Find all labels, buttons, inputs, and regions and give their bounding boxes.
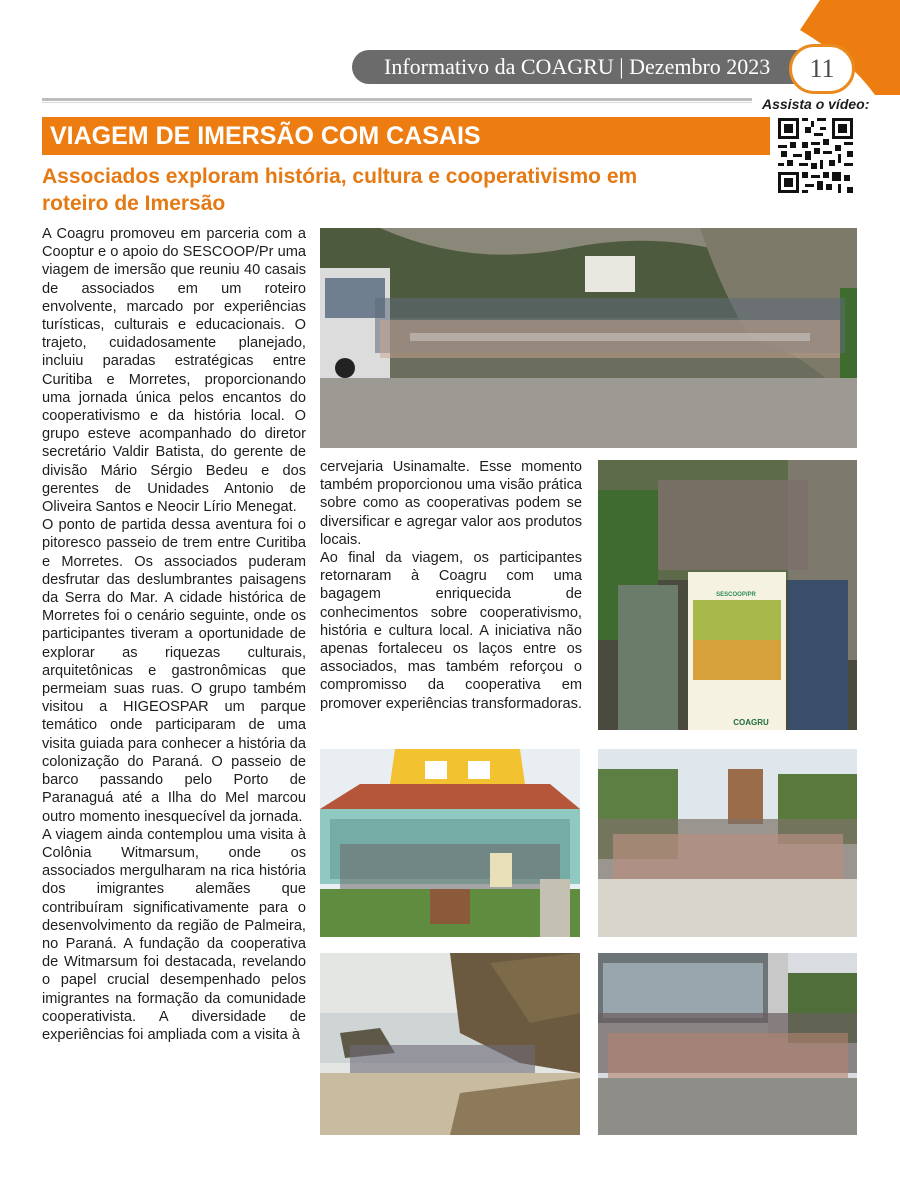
banner-logo: COAGRU	[733, 718, 769, 727]
photo-building-group	[598, 953, 857, 1135]
section-title: VIAGEM DE IMERSÃO COM CASAIS	[50, 122, 481, 150]
paragraph: Ao final da viagem, os participantes retornaram à Coagru com uma bagagem enriquecida de conhecimentos sobre cooperativismo, história e cultura local. A iniciativa não apenas fortaleceu os laços entre os associados, mas também reforçou o compromisso da cooperativa em promover experiências transformadoras.	[320, 550, 582, 712]
paragraph: A Coagru promoveu em parceria com a Cooptur e o apoio do SESCOOP/Pr uma viagem de imersão que reuniu 40 casais de associados em um roteiro envolvente, marcado por experiências turísticas, culturais e educacionais. O trajeto, cuidadosamente planejado, incluiu paradas estratégicas entre Curitiba e Morretes, proporcionando uma jornada única pelos encantos do cooperativismo e da história local. O grupo esteve acompanhado do diretor secretário Valdir Batista, do gerente de divisão Mário Sérgio Bedeu e dos gerentes de Unidades Antonio de Oliveira Santos e Neocir Lírio Menegat.	[42, 226, 306, 516]
paragraph: A viagem ainda contemplou uma visita à Colônia Witmarsum, onde os associados mergulharam na rica história dos imigrantes alemães que contribuíram significativamente para o desenvolvimento da região de Palmeira, no Paraná. A fundação da cooperativa de Witmarsum foi destacada, revelando o papel crucial desempenhado pelos imigrantes na formação da comunidade cooperativista. A diversidade de experiências foi ampliada com a visita à	[42, 826, 306, 1043]
page-number: 11	[789, 44, 855, 94]
photo-yellow-house	[320, 749, 580, 937]
publication-title: Informativo da COAGRU | Dezembro 2023	[384, 54, 771, 79]
header-divider-thin	[42, 102, 752, 103]
photo-beach-rocks	[320, 953, 580, 1135]
qr-code-icon[interactable]	[778, 118, 853, 193]
banner-brand: SESCOOP/PR	[716, 592, 756, 598]
article-column-middle	[320, 458, 582, 713]
article-subtitle: Associados exploram história, cultura e cooperativismo em roteiro de Imersão	[42, 165, 638, 215]
article-column-left	[42, 225, 306, 1044]
paragraph: O ponto de partida dessa aventura foi o pitoresco passeio de trem entre Curitiba e Morretes. Os associados puderam desfrutar das deslumbrantes paisagens da Serra do Mar. A cidade histórica de Morretes foi o cenário seguinte, onde os participantes tiveram a oportunidade de explorar as riquezas culturais, arquitetônicas e gastronômicas que permeiam suas ruas. O grupo também visitou a HIGEOSPAR um parque temático onde participaram de uma visita guiada para conhecer a história da colonização do Paraná. O passeio de barco passando pelo Porto de Paranaguá até a Ilha do Mel marcou outro momento inesquecível da jornada.	[42, 517, 306, 825]
header-divider	[42, 98, 752, 101]
photo-group-banner	[598, 460, 857, 730]
watch-video-label: Assista o vídeo:	[762, 96, 870, 112]
photo-park-group	[598, 749, 857, 937]
photo-group-cave	[320, 228, 857, 448]
paragraph: cervejaria Usinamalte. Esse momento também proporcionou uma visão prática sobre como as cooperativas podem se diversificar e agregar valor aos produtos locais.	[320, 459, 582, 548]
